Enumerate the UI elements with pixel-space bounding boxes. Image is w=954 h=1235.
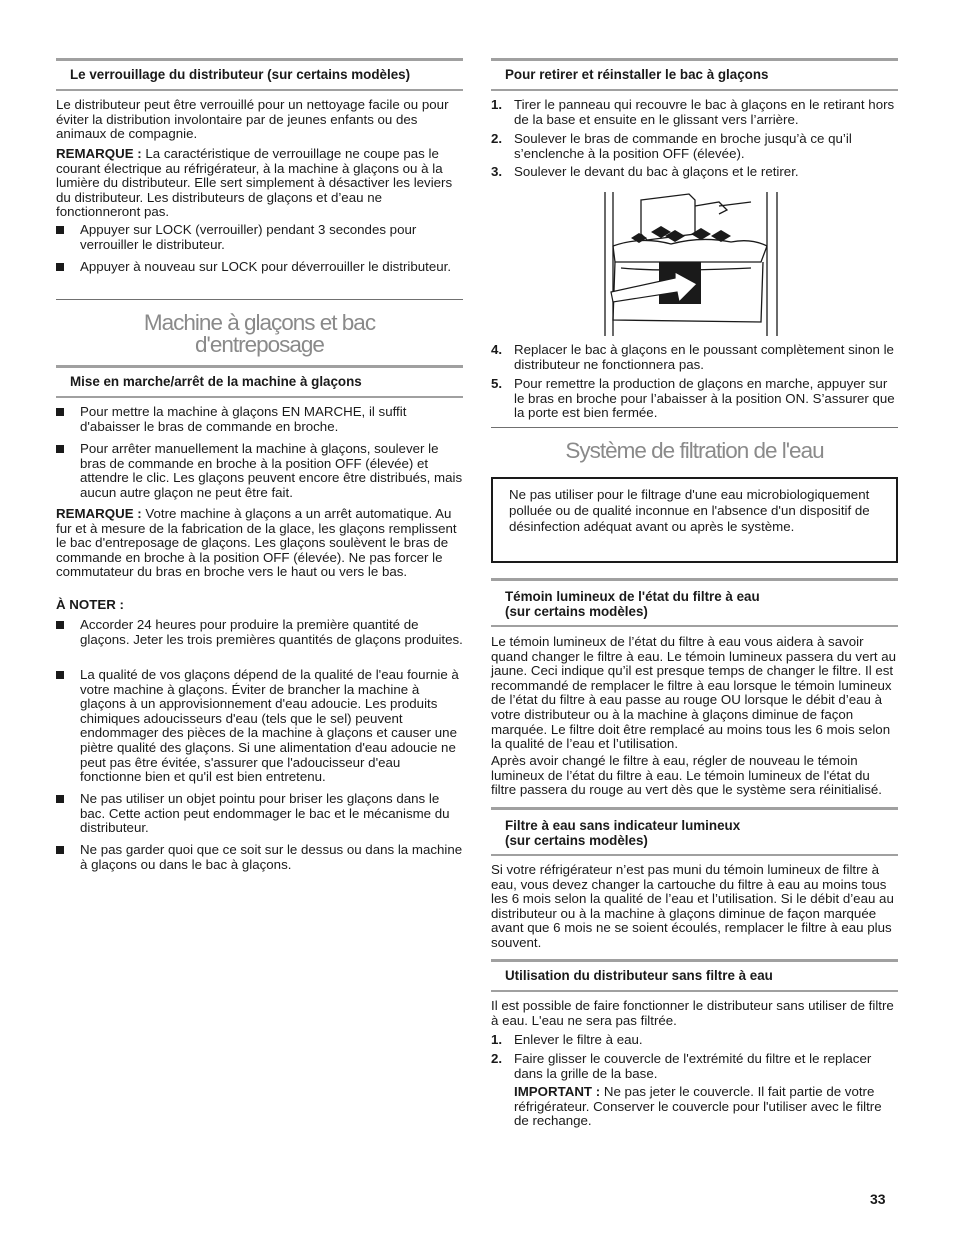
list-item: Appuyer à nouveau sur LOCK pour déverrouiller le distributeur.: [56, 260, 463, 275]
warning-box: Ne pas utiliser pour le filtrage d'une eau microbiologiquement polluée ou de qualité inconnue en l'absence d'un dispositif de désinfection adéquat avant ou après le système.: [491, 477, 898, 563]
step-item: 1. Enlever le filtre à eau.: [491, 1032, 643, 1047]
indicator-paragraph-1: Le témoin lumineux de l’état du filtre à eau vous aidera à savoir quand changer le filtre à eau. Le témoin lumineux passera du vert au jaune. Ceci indique qu’il est presque temps de changer le filtre. Il est recommandé de remplacer le filtre à eau lorsque le témoin lumineux de l’état du filtre à eau passe au rouge OU lorsque le débit d’eau à votre distributeur ou à la machine à glaçons diminue de façon marquée. Le filtre doit être remplacé au moins tous les 6 mois selon la qualité de l’eau et l’utilisation.: [491, 634, 897, 752]
no-indicator-heading: Filtre à eau sans indicateur lumineux (sur certains modèles): [491, 807, 898, 856]
ice-heading: Mise en marche/arrêt de la machine à glaçons: [56, 365, 463, 398]
important-note: IMPORTANT : Ne pas jeter le couvercle. Il fait partie de votre réfrigérateur. Conserver le couvercle pour l'utiliser avec le filtre de rechange.: [514, 1084, 882, 1129]
lock-remark: [56, 147, 463, 220]
lock-heading: Le verrouillage du distributeur (sur certains modèles): [56, 58, 463, 91]
bullet-square-icon: [56, 263, 64, 271]
bullet-square-icon: [56, 408, 64, 416]
list-item: Appuyer sur LOCK (verrouiller) pendant 3 secondes pour verrouiller le distributeur.: [56, 223, 463, 252]
step-item: 2. Faire glisser le couvercle de l'extrémité du filtre et le replacer dans la grille de la base.: [491, 1051, 872, 1081]
page-number: 33: [870, 1191, 886, 1207]
indicator-paragraph-2: Après avoir changé le filtre à eau, régler de nouveau le témoin lumineux de l’état du filtre à eau. Le témoin lumineux de l'état du filtre passera du rouge au vert dès que le système sera réinitialisé.: [491, 753, 882, 798]
filtration-section-title: Système de filtration de l'eau: [565, 438, 824, 463]
bin-heading: Pour retirer et réinstaller le bac à glaçons: [491, 58, 898, 91]
ice-remark: REMARQUE : Votre machine à glaçons a un arrêt automatique. Au fur et à mesure de la fabrication de la glace, les glaçons remplissent le bac d'entreposage de glaçons. Les glaçons soulèvent le bras de commande en broche à la position OFF (élevée). Ne pas forcer le commutateur du bras en broche vers le haut ou vers le bas.: [56, 506, 457, 580]
indicator-heading: Témoin lumineux de l'état du filtre à eau (sur certains modèles): [491, 578, 898, 627]
ice-bin-illustration: [601, 192, 781, 336]
bullet-square-icon: [56, 795, 64, 803]
section-rule: [491, 427, 898, 428]
no-filter-heading: Utilisation du distributeur sans filtre à eau: [491, 959, 898, 992]
step-item: 1. Tirer le panneau qui recouvre le bac à glaçons en le retirant hors de la base et ensuite en le glissant vers l’arrière.: [491, 97, 895, 127]
list-item: Ne pas garder quoi que ce soit sur le dessus ou dans la machine à glaçons ou dans le bac à glaçons.: [56, 843, 463, 872]
list-item: Ne pas utiliser un objet pointu pour briser les glaçons dans le bac. Cette action peut endommager le bac et le mécanisme du distributeur.: [56, 792, 463, 836]
bullet-square-icon: [56, 846, 64, 854]
list-item: Pour arrêter manuellement la machine à glaçons, soulever le bras de commande en broche à la position OFF (élevée) et attendre le clic. Les glaçons peuvent encore être distribués, mais aucun autre glaçon ne peut être fait.: [56, 442, 463, 500]
remark-text: La caractéristique de verrouillage ne coupe pas le courant électrique au réfrigérateur, à la machine à glaçons ou à la lumière du distributeur. Elle sert simplement à désactiver les leviers du distributeur. Les distributeurs de glaçons et d’eau ne fonctionneront pas.: [56, 146, 453, 220]
no-filter-paragraph: Il est possible de faire fonctionner le distributeur sans utiliser de filtre à eau. L'eau ne sera pas filtrée.: [491, 998, 894, 1028]
step-item: 4. Replacer le bac à glaçons en le poussant complètement sinon le distributeur ne fonctionnera pas.: [491, 342, 894, 372]
ice-section-title: Machine à glaçons et bac d'entreposage: [143, 310, 376, 357]
step-item: 5. Pour remettre la production de glaçons en marche, appuyer sur le bras en broche pour l’abaisser à la position ON. S’assurer que la porte est bien fermée.: [491, 376, 895, 421]
bullet-square-icon: [56, 671, 64, 679]
step-item: 3. Soulever le devant du bac à glaçons et le retirer.: [491, 164, 799, 179]
note-label: À NOTER :: [56, 597, 124, 612]
lock-intro: Le distributeur peut être verrouillé pour un nettoyage facile ou pour éviter la distribution involontaire par de jeunes enfants ou des animaux de compagnie.: [56, 97, 449, 142]
list-item: Accorder 24 heures pour produire la première quantité de glaçons. Jeter les trois premières quantités de glaçons produites.: [56, 618, 463, 647]
bullet-square-icon: [56, 621, 64, 629]
list-item: La qualité de vos glaçons dépend de la qualité de l'eau fournie à votre machine à glaçons. Éviter de brancher la machine à glaçons à un approvisionnement d'eau adoucie. Les produits chimiques adoucisseurs d'eau (tels que le sel) peuvent endommager des pièces de la machine à glaçons et causer une piètre qualité des glaçons. Si une alimentation d'eau adoucie ne peut pas être évitée, s'assurer que l'adoucisseur d'eau fonctionne bien et qu'il est bien entretenu.: [56, 668, 463, 785]
remark-label: REMARQUE :: [56, 146, 142, 161]
list-item: Pour mettre la machine à glaçons EN MARCHE, il suffit d'abaisser le bras de commande en broche.: [56, 405, 463, 434]
step-item: 2. Soulever le bras de commande en broche jusqu’à ce qu’il s’enclenche à la position OFF (élevée).: [491, 131, 852, 161]
no-indicator-paragraph: Si votre réfrigérateur n’est pas muni du témoin lumineux de filtre à eau, vous devez changer la cartouche du filtre à eau au moins tous les 6 mois selon la qualité de l’eau et l’utilisation. Si le débit d’eau au distributeur ou à la machine à glaçons diminue de façon marquée avant que 6 mois ne se soient écoulés, remplacer le filtre à eau plus souvent.: [491, 862, 894, 950]
bullet-square-icon: [56, 226, 64, 234]
bullet-square-icon: [56, 445, 64, 453]
section-rule: [56, 299, 463, 300]
